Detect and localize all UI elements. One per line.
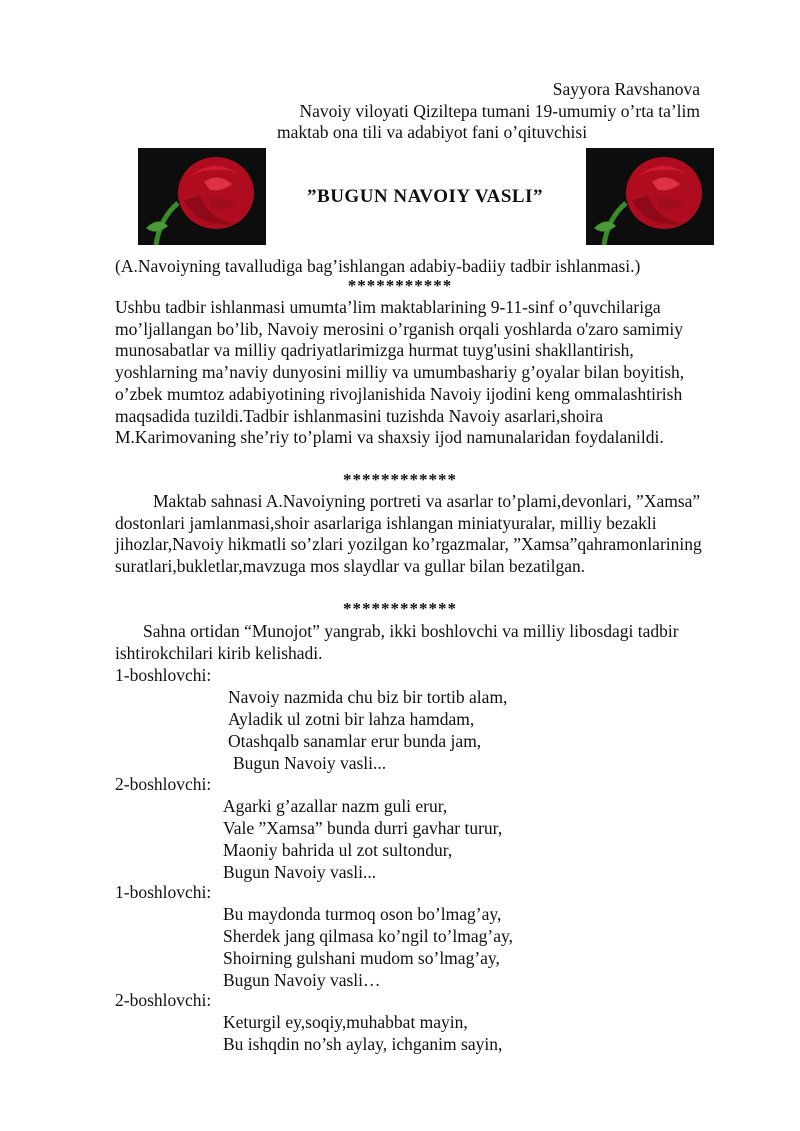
poem-stanza <box>223 795 502 883</box>
separator-2: ************ <box>343 470 457 489</box>
poem-line: Shoirning gulshani mudom so’lmag’ay, <box>223 948 500 968</box>
poem-line: Agarki g’azallar nazm guli erur, <box>223 796 448 816</box>
poem-line: Bugun Navoiy vasli... <box>233 753 387 773</box>
speaker-label: 2-boshlovchi: <box>115 990 212 1010</box>
author-position-line1: Navoiy viloyati Qiziltepa tumani 19-umumiy o’rta ta’lim <box>299 101 700 121</box>
poem-line: Bu ishqdin no’sh aylay, ichganim sayin, <box>223 1034 503 1054</box>
separator-3: ************ <box>343 599 457 618</box>
poem-line: Ayladik ul zotni bir lahza hamdam, <box>228 709 475 729</box>
entrance-paragraph: Sahna ortidan “Munojot” yangrab, ikki boshlovchi va milliy libosdagi tadbir ishtirokchilari kirib kelishadi. <box>115 621 679 663</box>
author-name: Sayyora Ravshanova <box>552 79 700 99</box>
poem-line: Bugun Navoiy vasli… <box>223 970 381 990</box>
poem-line: Keturgil ey,soqiy,muhabbat mayin, <box>223 1012 468 1032</box>
speaker-label: 1-boshlovchi: <box>115 882 212 902</box>
stage-paragraph: Maktab sahnasi A.Navoiyning portreti va asarlar to’plami,devonlari, ”Xamsa” dostonlari jamlanmasi,shoir asarlariga ishlangan miniatyuralar, milliy bezakli jihozlar,Navoiy hikmatli so’zlari yozilgan ko’rgazmalar, ”Xamsa”qahramonlarining suratlari,bukletlar,mavzuga mos slaydlar va gullar bilan bezatilgan. <box>115 491 702 577</box>
poem-line: Bugun Navoiy vasli... <box>223 862 377 882</box>
author-position-line2: maktab ona tili va adabiyot fani o’qituvchisi <box>277 122 588 142</box>
rose-image-left <box>138 148 266 245</box>
speaker-label: 1-boshlovchi: <box>115 665 212 685</box>
poem-line: Maoniy bahrida ul zot sultondur, <box>223 840 453 860</box>
poem-line: Sherdek jang qilmasa ko’ngil to’lmag’ay, <box>223 926 513 946</box>
poem-line: Otashqalb sanamlar erur bunda jam, <box>228 731 482 751</box>
poem-stanza <box>228 686 507 774</box>
poem-line: Navoiy nazmida chu biz bir tortib alam, <box>228 687 508 707</box>
poem-line: Vale ”Xamsa” bunda durri gavhar turur, <box>223 818 503 838</box>
document-title: ”BUGUN NAVOIY VASLI” <box>307 186 543 207</box>
rose-image-right <box>586 148 714 245</box>
speaker-label: 2-boshlovchi: <box>115 774 212 794</box>
intro-paragraph: Ushbu tadbir ishlanmasi umumta’lim maktablarining 9-11-sinf o’quvchilariga mo’ljallangan bo’lib, Navoiy merosini o’rganish orqali yoshlarda o'zaro samimiy munosabatlar va milliy qadriyatlarimizga hurmat tuyg'usini shakllantirish, yoshlarning ma’naviy dunyosini milliy va umumbashariy g’oyalar bilan boyitish, o’zbek mumtoz adabiyotining rivojlanishida Navoiy ijodini keng ommalashtirish maqsadida tuzildi.Tadbir ishlanmasini tuzishda Navoiy asarlari,shoira M.Karimovaning she’riy to’plami va shaxsiy ijod namunalaridan foydalanildi. <box>115 297 685 448</box>
separator-1: *********** <box>347 276 453 295</box>
document-subtitle: (A.Navoiyning tavalludiga bag’ishlangan adabiy-badiiy tadbir ishlanmasi.) <box>115 256 641 276</box>
poem-stanza <box>223 903 513 991</box>
poem-stanza <box>223 1011 502 1055</box>
poem-line: Bu maydonda turmoq oson bo’lmag’ay, <box>223 904 502 924</box>
